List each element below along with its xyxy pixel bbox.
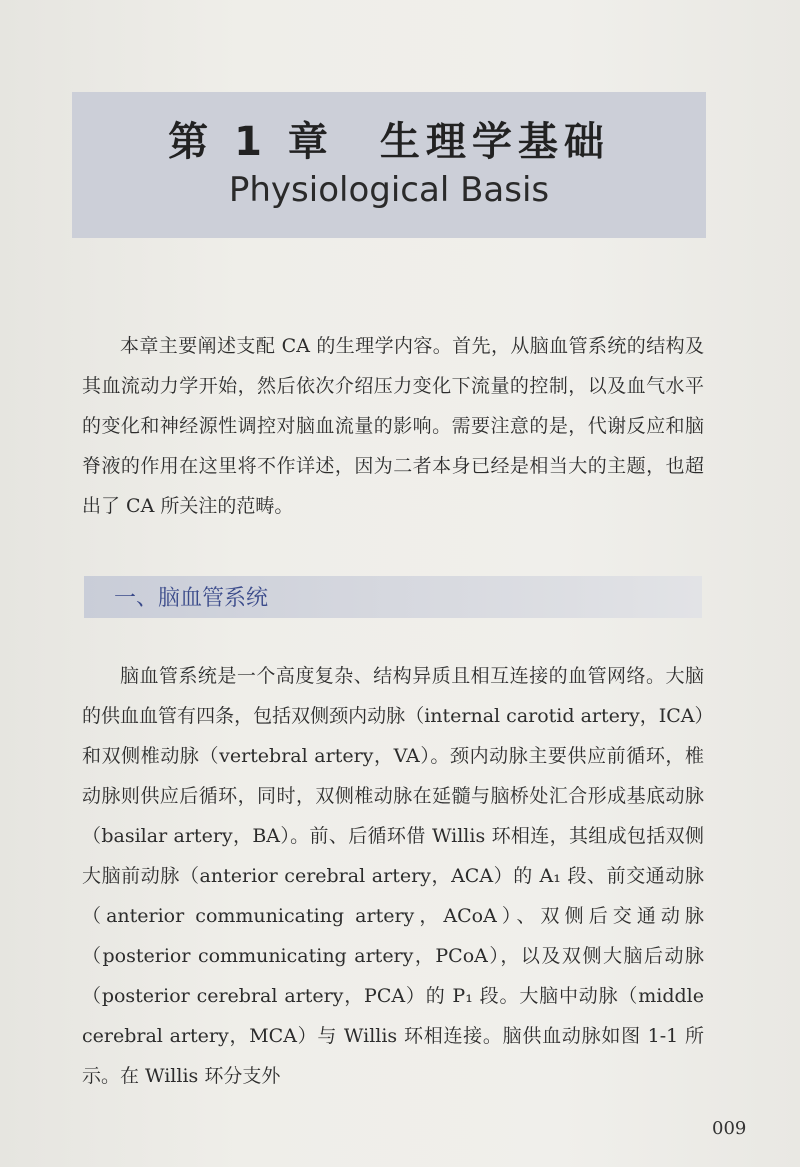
intro-paragraph bbox=[82, 326, 704, 526]
page-number: 009 bbox=[712, 1118, 747, 1139]
section-heading-bar bbox=[84, 576, 702, 618]
chapter-header bbox=[72, 92, 706, 238]
intro-paragraph-text: 本章主要阐述支配 CA 的生理学内容。首先，从脑血管系统的结构及其血流动力学开始，然后依次介绍压力变化下流量的控制，以及血气水平的变化和神经源性调控对脑血流量的影响。需要注意的是，代谢反应和脑脊液的作用在这里将不作详述，因为二者本身已经是相当大的主题，也超出了 CA 所关注的范畴。 bbox=[82, 335, 704, 517]
section-paragraph-text: 脑血管系统是一个高度复杂、结构异质且相互连接的血管网络。大脑的供血血管有四条，包括双侧颈内动脉（internal carotid artery，ICA）和双侧椎动脉（vertebral artery，VA）。颈内动脉主要供应前循环，椎动脉则供应后循环，同时，双侧椎动脉在延髓与脑桥处汇合形成基底动脉（basilar artery，BA）。前、后循环借 Willis 环相连，其组成包括双侧大脑前动脉（anterior cerebral artery，ACA）的 A₁ 段、前交通动脉（anterior communicating artery，ACoA）、双侧后交通动脉（posterior communicating artery，PCoA），以及双侧大脑后动脉（posterior cerebral artery，PCA）的 P₁ 段。大脑中动脉（middle cerebral artery，MCA）与 Willis 环相连接。脑供血动脉如图 1-1 所示。在 Willis 环分支外 bbox=[82, 665, 704, 1087]
chapter-title: 第 1 章 生理学基础 bbox=[168, 119, 610, 165]
section-title: 一、脑血管系统 bbox=[114, 586, 269, 611]
section-paragraph bbox=[82, 656, 704, 1096]
chapter-subtitle: Physiological Basis bbox=[228, 170, 550, 210]
